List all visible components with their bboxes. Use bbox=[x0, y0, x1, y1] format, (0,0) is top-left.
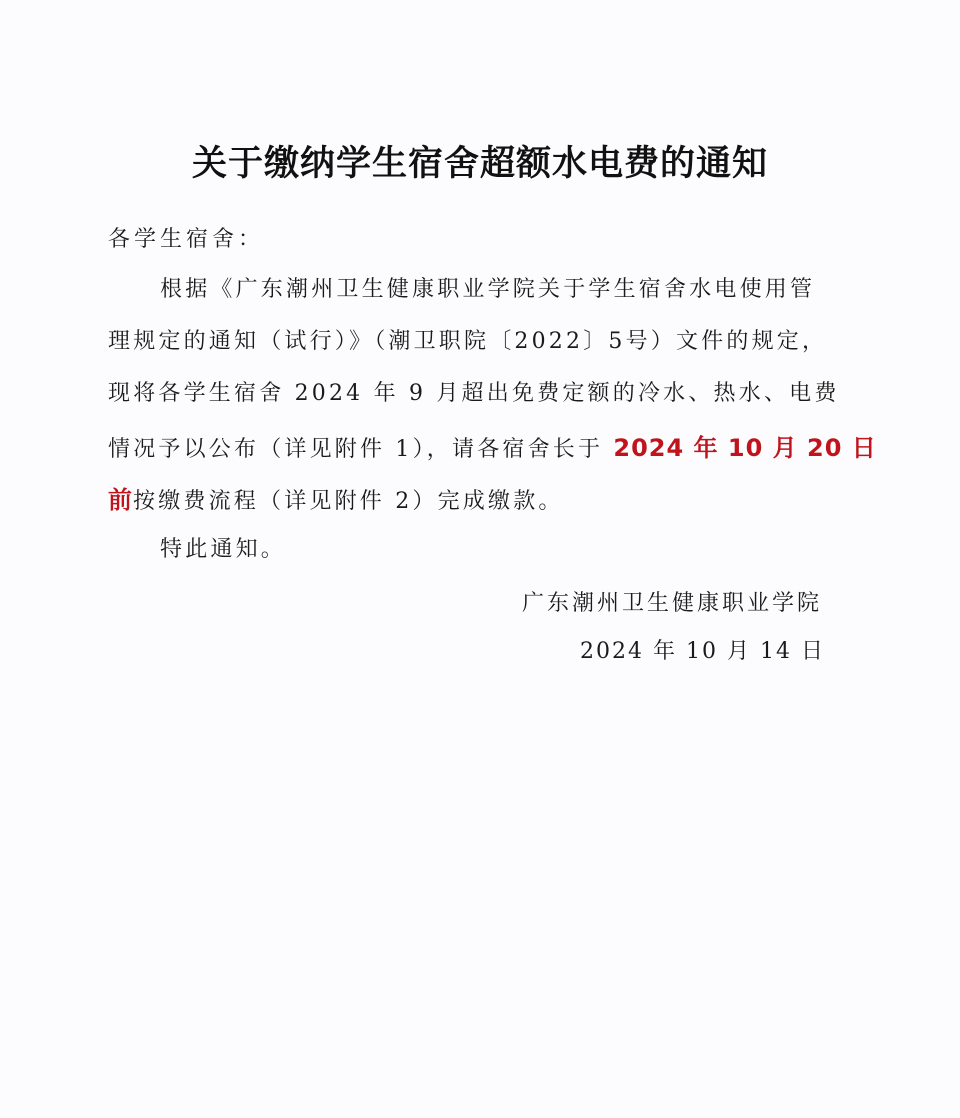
body-line-4 bbox=[108, 428, 877, 463]
body-line-4-text: 情况予以公布（详见附件 1），请各宿舍长于 bbox=[108, 437, 614, 462]
body-line-1: 根据《广东潮州卫生健康职业学院关于学生宿舍水电使用管 bbox=[160, 277, 816, 302]
body-line-5 bbox=[108, 480, 564, 515]
issue-date: 2024 年 10 月 14 日 bbox=[580, 639, 825, 664]
body-last-line: 按缴费流程（详见附件 2）完成缴款。 bbox=[133, 489, 564, 514]
deadline-suffix-highlight: 前 bbox=[108, 486, 133, 514]
body-line-2: 理规定的通知（试行）》（潮卫职院〔2022〕5号）文件的规定， bbox=[108, 329, 828, 354]
page-title: 关于缴纳学生宿舍超额水电费的通知 bbox=[191, 144, 768, 184]
signer: 广东潮州卫生健康职业学院 bbox=[522, 591, 823, 616]
body-line-3: 现将各学生宿舍 2024 年 9 月超出免费定额的冷水、热水、电费 bbox=[108, 381, 840, 406]
closing-text: 特此通知。 bbox=[160, 537, 287, 562]
salutation: 各学生宿舍： bbox=[108, 227, 265, 252]
deadline-highlight: 2024 年 10 月 20 日 bbox=[613, 434, 877, 462]
